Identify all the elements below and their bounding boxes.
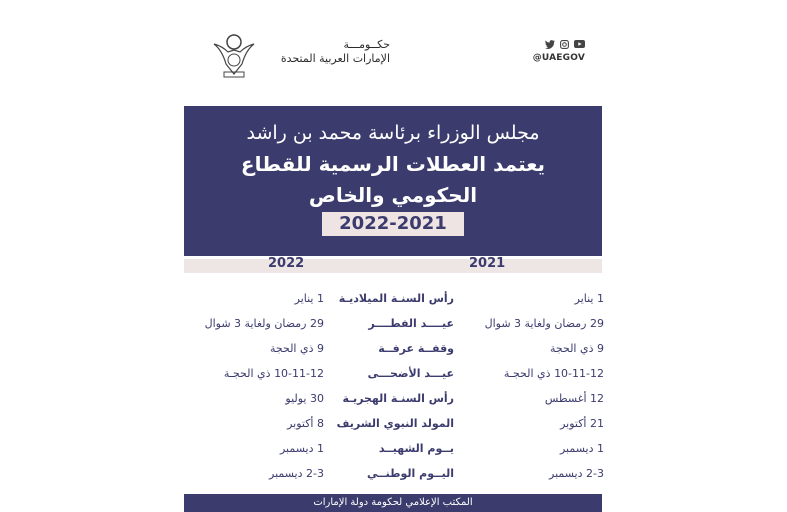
social-links	[525, 38, 585, 63]
holiday-name: عيـــد الأضحـــى	[367, 367, 454, 380]
holiday-row	[184, 290, 604, 310]
holiday-name: عيــــد الفطــــر	[368, 317, 454, 330]
banner-line-2: يعتمد العطلات الرسمية للقطاع	[240, 152, 546, 176]
date-2022: 1 ديسمبر	[279, 442, 324, 455]
twitter-icon[interactable]	[545, 40, 555, 49]
uae-emblem-icon	[210, 30, 258, 80]
holiday-row	[184, 415, 604, 435]
date-2022: 8 أكتوبر	[287, 417, 324, 430]
youtube-icon[interactable]	[574, 40, 585, 48]
date-2021: 1 يناير	[574, 292, 604, 305]
banner-line-1: مجلس الوزراء برئاسة محمد بن راشد	[246, 122, 540, 144]
date-2022: 9 ذي الحجة	[269, 342, 324, 355]
holiday-row	[184, 465, 604, 485]
holiday-row	[184, 340, 604, 360]
holiday-row	[184, 390, 604, 410]
holiday-row	[184, 315, 604, 335]
org-line-2: الإمارات العربية المتحدة	[280, 52, 390, 65]
announcement-banner	[184, 106, 602, 256]
date-2021: 10-11-12 ذي الحجـة	[503, 367, 604, 380]
uae-government-logo	[210, 30, 390, 82]
holiday-name: وقفــة عرفــة	[378, 342, 454, 355]
org-line-1: حكــومـــة	[343, 38, 390, 51]
date-2021: 12 أغسطس	[544, 392, 604, 405]
instagram-icon[interactable]	[560, 40, 569, 49]
date-2021: 9 ذي الحجة	[549, 342, 604, 355]
column-header-2022: 2022	[268, 256, 305, 271]
date-2022: 10-11-12 ذي الحجـة	[223, 367, 324, 380]
banner-line-3: الحكومي والخاص	[308, 183, 478, 207]
social-handle[interactable]: @UAEGOV	[532, 53, 585, 63]
date-2021: 21 أكتوبر	[560, 417, 604, 430]
holiday-row	[184, 365, 604, 385]
holiday-name: يــوم الشهيــد	[378, 442, 454, 455]
holiday-row	[184, 440, 604, 460]
column-header-2021: 2021	[469, 256, 506, 271]
date-2021: 29 رمضان ولغاية 3 شوال	[484, 317, 604, 330]
date-2022: 30 يوليو	[285, 392, 324, 405]
years-pill: 2022-2021	[322, 212, 464, 236]
date-2022: 29 رمضان ولغاية 3 شوال	[204, 317, 324, 330]
government-name	[265, 38, 390, 66]
year-header-bar	[184, 259, 602, 273]
footer-bar: المكتب الإعلامي لحكومة دولة الإمارات	[184, 494, 602, 512]
holiday-name: رأس السنـة الميلاديـة	[338, 292, 454, 305]
date-2021: 2-3 ديسمبر	[549, 467, 604, 480]
date-2022: 1 يناير	[294, 292, 324, 305]
date-2021: 1 ديسمبر	[559, 442, 604, 455]
date-2022: 2-3 ديسمبر	[269, 467, 324, 480]
holiday-name: المولد النبوي الشريف	[336, 417, 454, 430]
holiday-name: رأس السنـة الهجريـة	[342, 392, 454, 405]
holiday-name: اليــوم الوطنــي	[367, 467, 454, 480]
